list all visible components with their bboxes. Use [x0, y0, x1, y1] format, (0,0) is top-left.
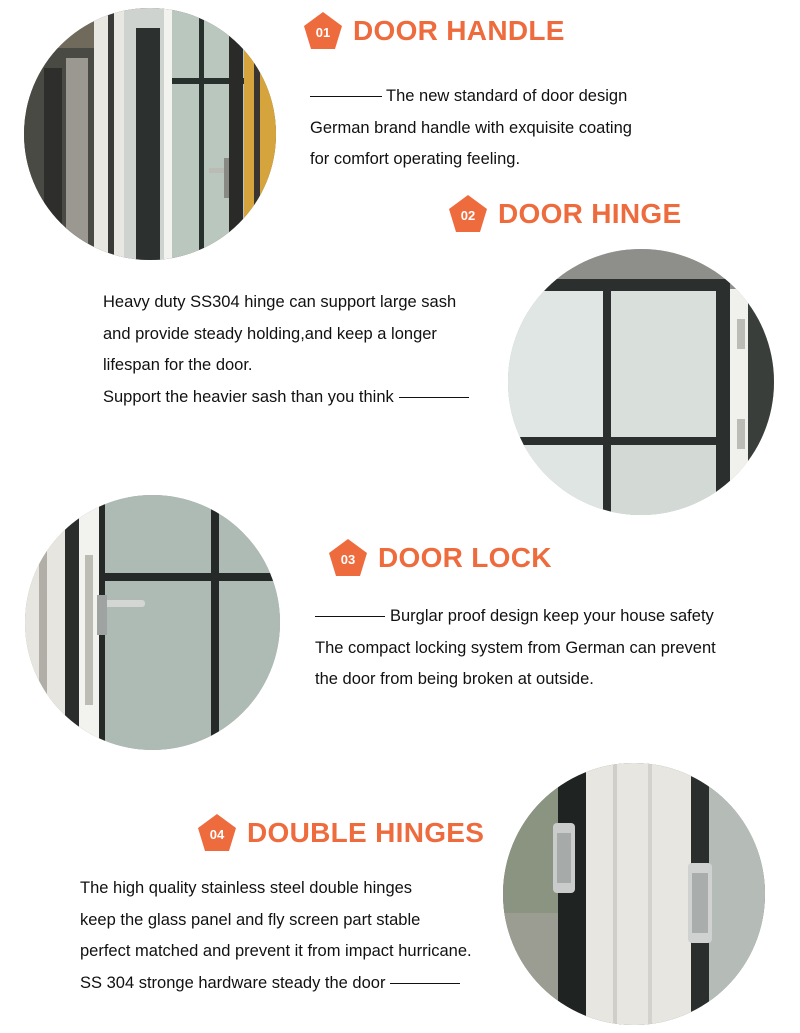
section-1-text [310, 81, 632, 176]
section-3-heading [327, 537, 552, 579]
text-line: The high quality stainless steel double hinges [80, 879, 413, 897]
text-line: Burglar proof design keep your house safety [390, 607, 714, 625]
door-lock-photo [25, 495, 280, 750]
text-line: the door from being broken at outside. [315, 670, 594, 688]
section-title: DOOR LOCK [378, 542, 552, 573]
text-line: SS 304 stronge hardware steady the door [80, 973, 386, 992]
door-hinge-photo [508, 249, 774, 515]
text-line: and provide steady holding,and keep a longer [103, 324, 437, 343]
text-line: German brand handle with exquisite coating [310, 118, 632, 137]
pentagon-badge-icon [302, 10, 344, 52]
text-line: perfect matched and prevent it from impact hurricane. [80, 942, 472, 960]
text-line: lifespan for the door. [103, 356, 253, 374]
dash-line [390, 983, 460, 984]
section-1-heading [302, 10, 565, 52]
dash-line [310, 96, 382, 97]
pentagon-badge-icon [327, 537, 369, 579]
section-title: DOUBLE HINGES [247, 817, 485, 848]
section-number: 01 [315, 25, 331, 40]
section-2-text [103, 287, 469, 413]
pentagon-badge-icon [196, 812, 238, 854]
section-title: DOOR HINGE [498, 198, 682, 229]
section-number: 03 [340, 552, 356, 567]
double-hinges-photo [503, 763, 765, 1025]
section-4-text [80, 873, 472, 999]
door-handle-photo [24, 8, 276, 260]
text-line: for comfort operating feeling. [310, 150, 521, 168]
section-2-heading [447, 193, 681, 235]
section-3-text [315, 601, 716, 696]
section-4-heading [196, 812, 484, 854]
section-number: 02 [460, 208, 476, 223]
dash-line [315, 616, 385, 617]
section-title: DOOR HANDLE [353, 15, 565, 46]
pentagon-badge-icon [447, 193, 489, 235]
text-line: Support the heavier sash than you think [103, 387, 394, 406]
text-line: keep the glass panel and fly screen part stable [80, 910, 421, 929]
text-line: Heavy duty SS304 hinge can support large sash [103, 293, 457, 311]
text-line: The compact locking system from German can prevent [315, 638, 716, 657]
section-number: 04 [209, 827, 225, 842]
dash-line [399, 397, 469, 398]
text-line: The new standard of door design [386, 87, 628, 105]
